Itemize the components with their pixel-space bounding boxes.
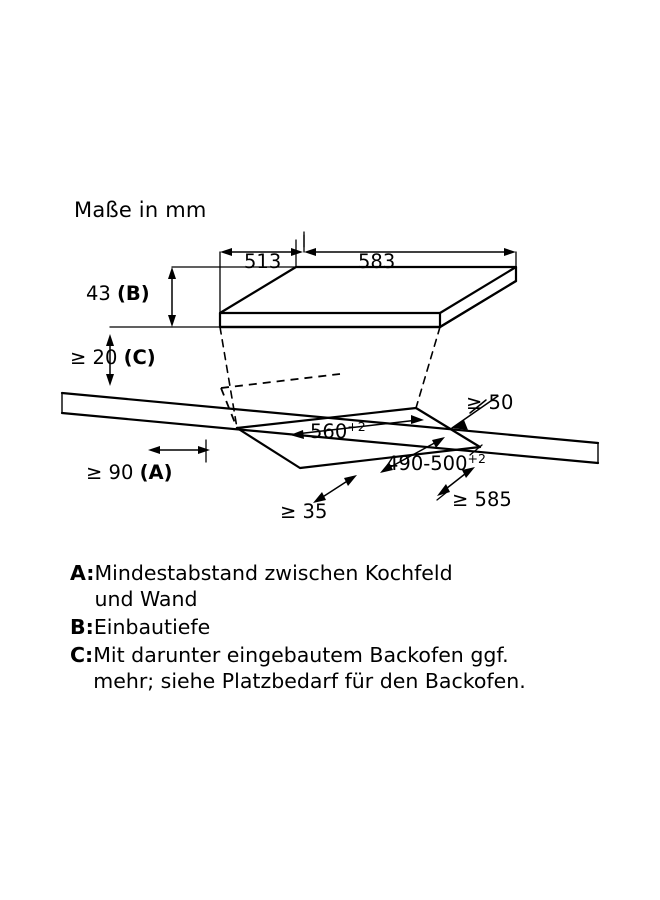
legend-text-c [93,642,630,694]
label-43: 43 (B) [86,282,150,305]
label-583: 583 [358,250,396,273]
legend-text-a [94,560,630,612]
dim-90-leader [152,440,206,462]
projection-lines [215,327,440,428]
legend [70,560,630,696]
page-title: Maße in mm [74,198,207,222]
label-585: ≥ 585 [452,488,512,511]
legend-item-c [70,642,630,694]
cooktop-body [220,267,516,327]
legend-key-b: B: [70,615,94,639]
legend-line: und Wand [94,587,198,611]
legend-line: Einbautiefe [93,615,211,639]
legend-line: mehr; siehe Platzbedarf für den Backofen. [93,669,526,693]
label-490-500: $490-500^{+2}$ [386,451,486,475]
legend-key-c: C: [70,643,94,667]
legend-item-b [70,614,630,640]
legend-item-a [70,560,630,612]
label-35: ≥ 35 [280,500,328,523]
dim-583-leader [304,235,516,267]
label-90: ≥ 90 (A) [86,461,173,484]
label-513: 513 [244,250,282,273]
label-20: ≥ 20 (C) [70,346,156,369]
legend-line: Mit darunter eingebautem Backofen ggf. [93,643,509,667]
label-560: $560^{+2}$ [310,419,366,443]
legend-text-b [94,614,630,640]
label-50: ≥ 50 [466,391,514,414]
legend-line: Mindestabstand zwischen Kochfeld [94,561,453,585]
legend-key-a: A: [70,561,95,585]
